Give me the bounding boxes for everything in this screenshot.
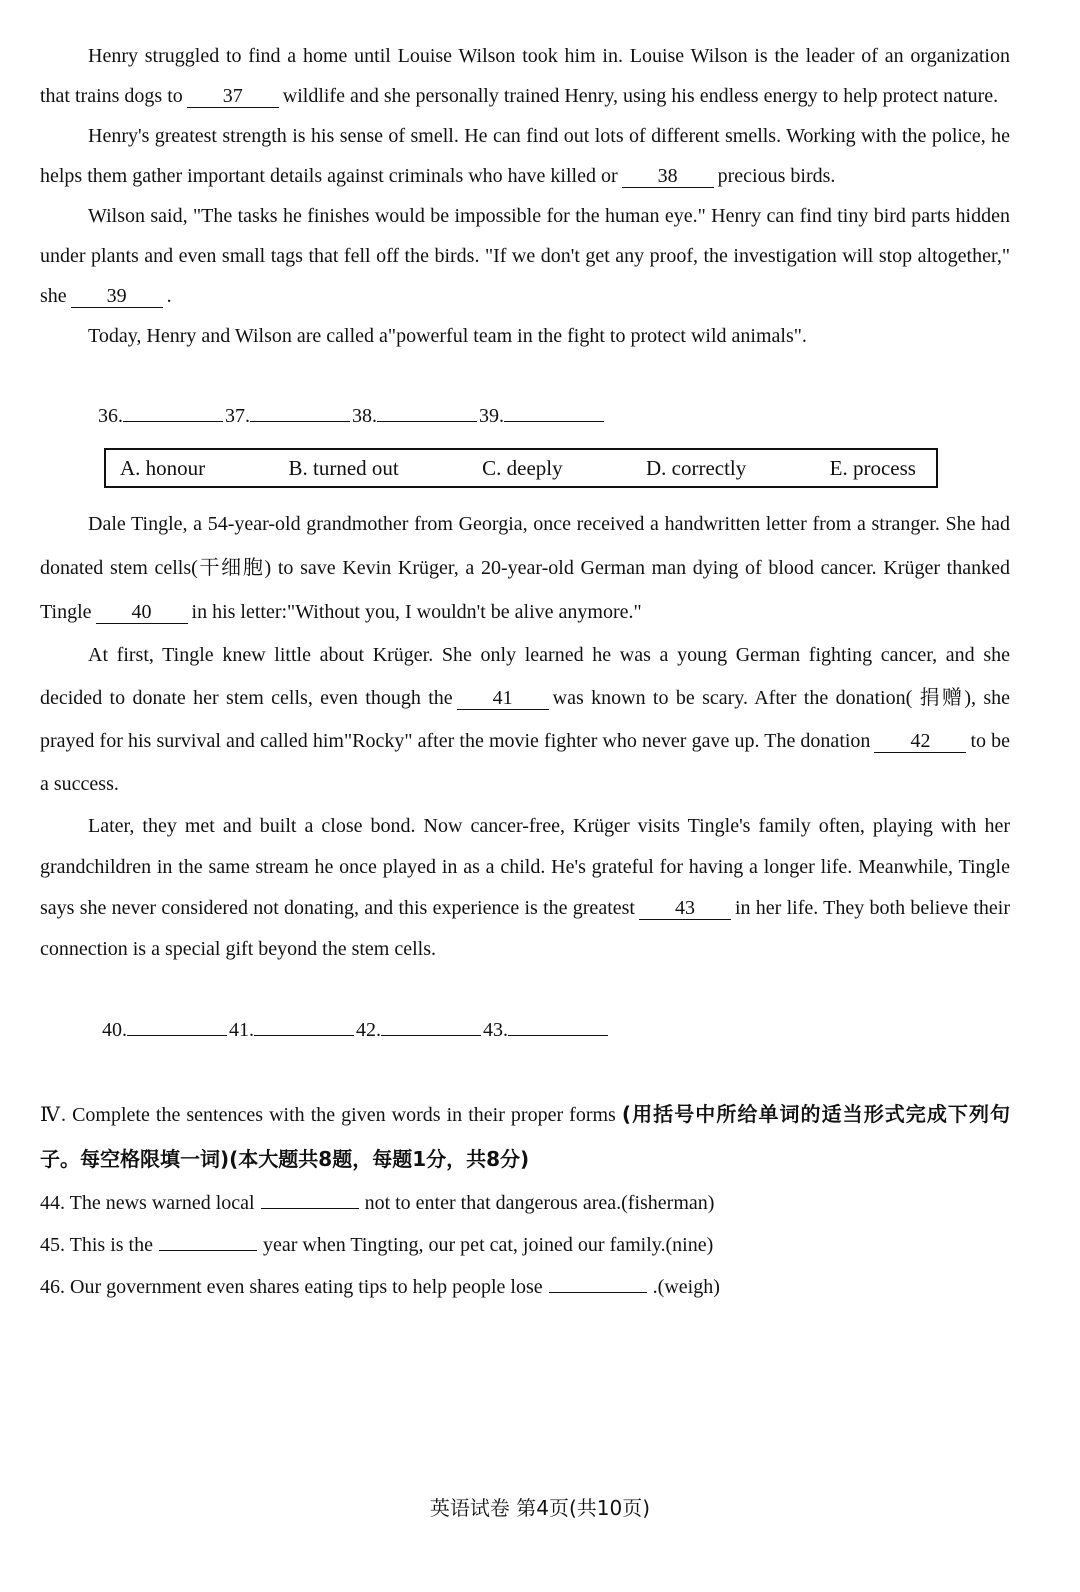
question-45: 45. This is the year when Tingting, our pet cat, joined our family.(nine) — [40, 1224, 1010, 1266]
blank-41: 41 — [457, 687, 549, 710]
answer-row-36-39 — [40, 396, 1010, 436]
question-44-blank[interactable] — [261, 1188, 359, 1209]
answer-label-42: 42. — [356, 1019, 381, 1041]
option-e: E. process — [829, 456, 916, 480]
passage1-paragraph-2: Henry's greatest strength is his sense of smell. He can find out lots of different smells. Working with the police, he helps them gather important details against criminals who have killed or 38 precious birds. — [40, 125, 1010, 187]
passage2-paragraph-2: At first, Tingle knew little about Krüger. She only learned he was a young German fighting cancer, and she decided to donate her stem cells, even though the 41 was known to be scary. After the donation( 捐赠), she prayed for his survival and called him"Rocky" after the movie fighter who never gave up. The donation 42 to be a success. — [40, 644, 1010, 795]
answer-label-40: 40. — [102, 1019, 127, 1041]
question-46-blank[interactable] — [549, 1272, 647, 1293]
blank-39: 39 — [71, 285, 163, 308]
answer-label-38: 38. — [352, 405, 377, 427]
word-bank-box — [104, 448, 938, 488]
answer-blank-42[interactable] — [381, 1015, 481, 1036]
answer-label-43: 43. — [483, 1019, 508, 1041]
answer-blank-37[interactable] — [250, 401, 350, 422]
passage1-paragraph-1: Henry struggled to find a home until Louise Wilson took him in. Louise Wilson is the leader of an organization that trains dogs to 37 wildlife and she personally trained Henry, using his endless energy to help protect nature. — [40, 45, 1010, 107]
passage1-paragraph-3: Wilson said, "The tasks he finishes would be impossible for the human eye." Henry can find tiny bird parts hidden under plants and even small tags that fell off the birds. "If we don't get any proof, the investigation will stop altogether," she 39 . — [40, 205, 1010, 307]
question-45-blank[interactable] — [159, 1230, 257, 1251]
option-b: B. turned out — [288, 456, 399, 480]
question-44: 44. The news warned local not to enter that dangerous area.(fisherman) — [40, 1182, 1010, 1224]
answer-blank-36[interactable] — [123, 401, 223, 422]
answer-blank-43[interactable] — [508, 1015, 608, 1036]
question-46: 46. Our government even shares eating tips to help people lose .(weigh) — [40, 1266, 1010, 1308]
answer-label-39: 39. — [479, 405, 504, 427]
blank-37: 37 — [187, 85, 279, 108]
answer-label-37: 37. — [225, 405, 250, 427]
answer-blank-38[interactable] — [377, 401, 477, 422]
exam-page — [40, 36, 1010, 1308]
answer-label-41: 41. — [229, 1019, 254, 1041]
answer-row-40-43 — [40, 1010, 1010, 1050]
passage2-paragraph-3: Later, they met and built a close bond. Now cancer-free, Krüger visits Tingle's family often, playing with her grandchildren in the same stream he once played in as a child. He's grateful for having a longer life. Meanwhile, Tingle says she never considered not donating, and this experience is the greatest 43 in her life. They both believe their connection is a special gift beyond the stem cells. — [40, 815, 1010, 960]
blank-38: 38 — [622, 165, 714, 188]
passage2-paragraph-1: Dale Tingle, a 54-year-old grandmother from Georgia, once received a handwritten letter from a stranger. She had donated stem cells(干细胞) to save Kevin Krüger, a 20-year-old German man dying of blood cancer. Krüger thanked Tingle 40 in his letter:"Without you, I wouldn't be alive anymore." — [40, 513, 1010, 623]
blank-40: 40 — [96, 601, 188, 624]
blank-43: 43 — [639, 897, 731, 920]
option-d: D. correctly — [645, 456, 747, 480]
section4-heading: Ⅳ. Complete the sentences with the given words in their proper forms (用括号中所给单词的适当形式完成下列句子。每空格限填一词)(本大题共8题，每题1分，共8分) — [40, 1102, 1011, 1171]
option-a: A. honour — [120, 456, 206, 480]
blank-42: 42 — [874, 730, 966, 753]
answer-label-36: 36. — [98, 405, 123, 427]
answer-blank-39[interactable] — [504, 401, 604, 422]
answer-blank-40[interactable] — [127, 1015, 227, 1036]
option-c: C. deeply — [482, 456, 563, 480]
passage1-paragraph-4: Today, Henry and Wilson are called a"powerful team in the fight to protect wild animals". — [88, 325, 807, 347]
answer-blank-41[interactable] — [254, 1015, 354, 1036]
page-footer: 英语试卷 第4页(共10页) — [429, 1496, 651, 1520]
